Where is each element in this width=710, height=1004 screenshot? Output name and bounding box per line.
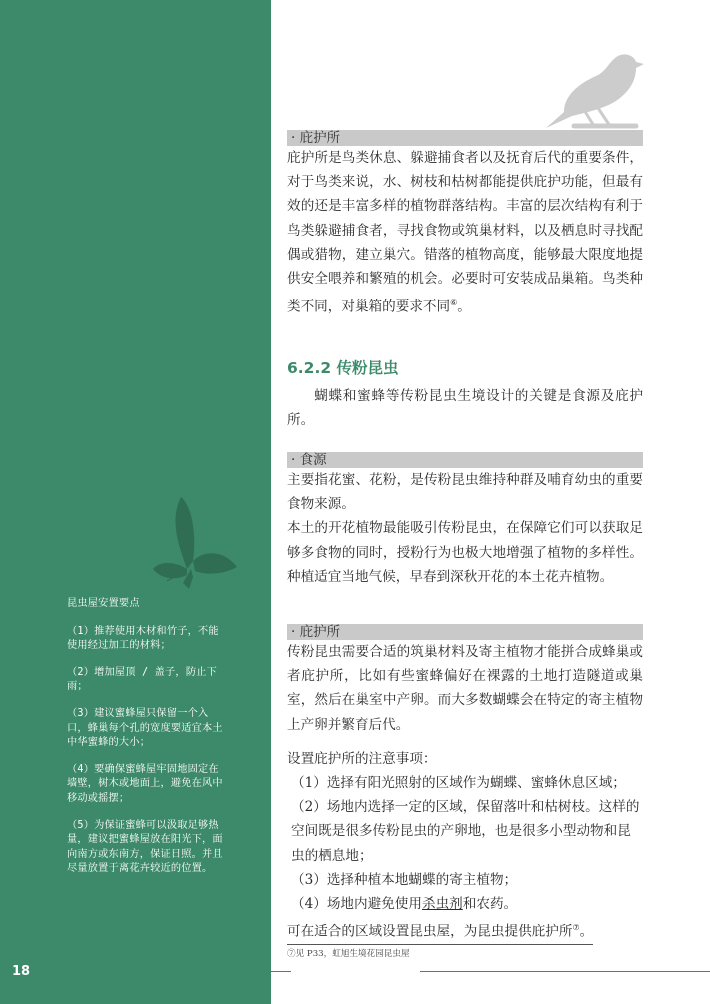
section-bar-food: · 食源 [287, 452, 643, 468]
sidebar [0, 0, 271, 1004]
sidebar-note: （3）建议蜜蜂屋只保留一个入口，蜂巢每个孔的宽度要适宜本土中华蜜蜂的大小； [67, 707, 223, 749]
page-number: 18 [12, 964, 31, 979]
sidebar-note: （5）为保证蜜蜂可以汲取足够热量，建议把蜜蜂屋放在阳光下，面向南方或东南方，保证日照。并且尽量放置于离花卉较近的位置。 [67, 819, 223, 875]
bird-shelter-text: 庇护所是鸟类休息、躲避捕食者以及抚育后代的重要条件，对于鸟类来说，水、树枝和枯树都能提供庇护功能，但最有效的还是丰富多样的植物群落结构。丰富的层次结构有利于鸟类躲避捕食者，寻找食物或筑巢材料，以及栖息时寻找配偶或猎物，建立巢穴。错落的植物高度，能够最大限度地提供安全喂养和繁殖的机会。必要时可安装成品巢箱。鸟类种类不同，对巢箱的要求不同 [287, 150, 643, 315]
final-end: 。 [579, 923, 594, 940]
footer-rule-left [271, 971, 291, 972]
section-bar-insect-shelter: · 庇护所 [287, 624, 643, 640]
pollinator-intro: 蝴蝶和蜜蜂等传粉昆虫生境设计的关键是食源及庇护所。 [287, 388, 643, 429]
item4-pre: （4）场地内避免使用 [291, 896, 422, 913]
list-item: （2）场地内选择一定的区域，保留落叶和枯树枝。这样的空间既是很多传粉昆虫的产卵地，也是很多小型动物和昆虫的栖息地； [291, 799, 640, 864]
bird-shelter-paragraph [287, 146, 643, 319]
bird-shelter-end: 。 [457, 298, 471, 315]
butterfly-icon [139, 491, 239, 591]
section-bird-shelter [287, 130, 643, 319]
section-pollinators [287, 356, 643, 432]
list-item: （3）选择种植本地蝴蝶的寄主植物； [291, 871, 518, 888]
list-item [287, 892, 643, 916]
footer-rule-right [420, 971, 710, 972]
footnote-ref: ⑥ [450, 298, 458, 308]
final-line [287, 916, 593, 945]
footnote: ⑦见 P33，虹旭生境花园昆虫屋 [287, 948, 410, 959]
sidebar-note: （4）要确保蜜蜂屋牢固地固定在墙壁，树木或地面上，避免在风中移动或摇摆； [67, 763, 223, 804]
list-item: （1）选择有阳光照射的区域作为蝴蝶、蜜蜂休息区域； [291, 775, 626, 792]
sidebar-note: （1）推荐使用木材和竹子，不能使用经过加工的材料； [67, 625, 219, 652]
footnote-ref: ⑦ [572, 923, 580, 933]
sidebar-title: 昆虫屋安置要点 [67, 598, 140, 609]
section-heading: 6.2.2 传粉昆虫 [287, 359, 399, 377]
sidebar-note: （2）增加屋顶 / 盖子，防止下雨； [67, 666, 217, 693]
item4-post: 和农药。 [462, 896, 518, 913]
section-bar-shelter: · 庇护所 [287, 130, 643, 146]
sidebar-notes [67, 597, 229, 889]
food-paragraph-2: 本土的开花植物最能吸引传粉昆虫，在保障它们可以获取足够多食物的同时，授粉行为也极大地增强了植物的多样性。种植适宜当地气候，早春到深秋开花的本土花卉植物。 [287, 520, 643, 585]
item4-underlined: 杀虫剂 [422, 896, 463, 913]
shelter-notes-title: 设置庇护所的注意事项： [287, 750, 437, 767]
section-food [287, 452, 643, 589]
final-text: 可在适合的区域设置昆虫屋，为昆虫提供庇护所 [287, 923, 573, 940]
food-paragraph-1: 主要指花蜜、花粉，是传粉昆虫维持种群及哺育幼虫的重要食物来源。 [287, 472, 643, 513]
bird-icon [544, 46, 648, 134]
section-insect-shelter [287, 624, 643, 959]
insect-shelter-paragraph: 传粉昆虫需要合适的筑巢材料及寄主植物才能拼合成蜂巢或者庇护所，比如有些蜜蜂偏好在裸露的土地打造隧道或巢室，然后在巢室中产卵。而大多数蝴蝶会在特定的寄主植物上产卵并繁育后代。 [287, 644, 643, 733]
